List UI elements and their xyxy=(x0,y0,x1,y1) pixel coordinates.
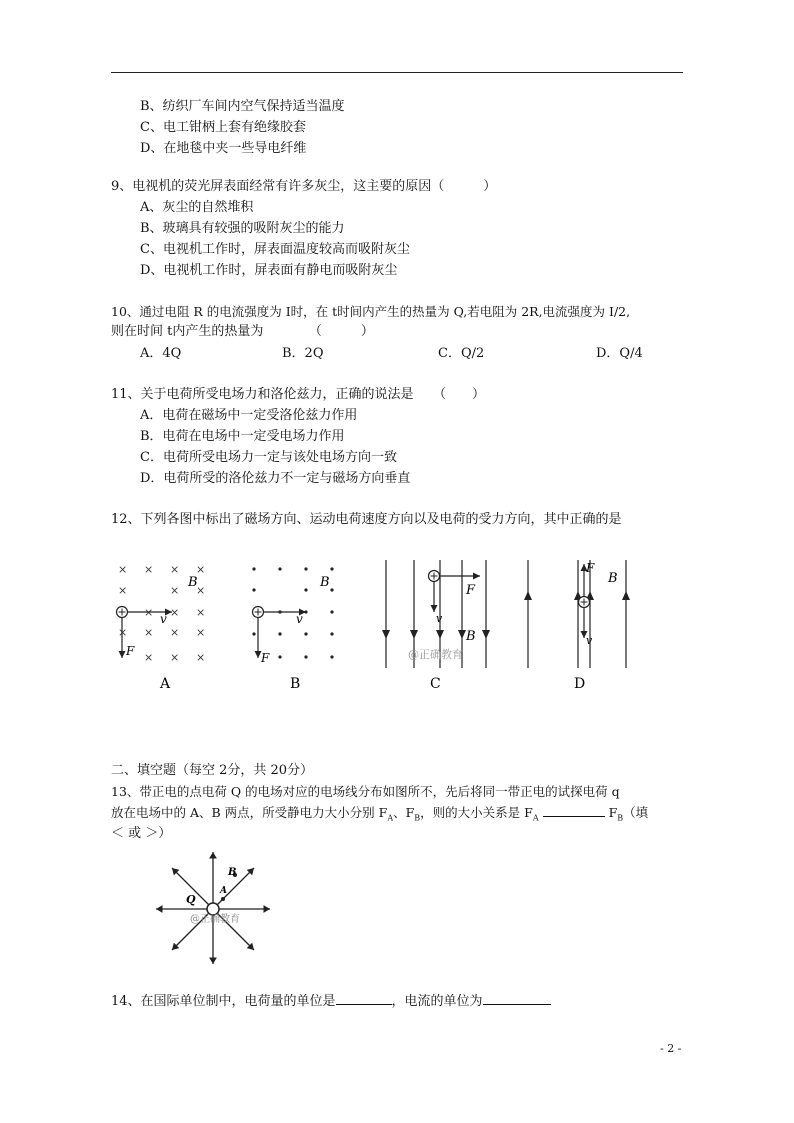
fig-d-f-label: F xyxy=(586,561,595,575)
q10-option-c: C．Q/2 xyxy=(438,346,485,361)
svg-text:×: × xyxy=(196,651,206,664)
svg-text:×: × xyxy=(118,626,128,639)
q10-option-b: B．2Q xyxy=(282,346,324,361)
q8-option-b: B、纺织厂车间内空气保持适当温度 xyxy=(140,99,345,114)
q13-watermark: @正确教育 xyxy=(190,914,240,925)
q9-option-b: B、玻璃具有较强的吸附灰尘的能力 xyxy=(140,221,345,236)
fig-a-v-label: v xyxy=(160,612,167,626)
page-number: - 2 - xyxy=(660,1042,682,1055)
fig-b-b-label: B xyxy=(320,575,330,590)
svg-text:×: × xyxy=(118,563,128,576)
q14-blank-charge-unit[interactable] xyxy=(336,992,392,1005)
q11-option-c: C．电荷所受电场力一定与该处电场方向一致 xyxy=(140,450,397,465)
fig-c-b-label: B xyxy=(466,629,476,644)
q11-option-b: B．电荷在电场中一定受电场力作用 xyxy=(140,429,345,444)
fig-a-b-label: B xyxy=(188,575,198,590)
fig-c-f-label: F xyxy=(466,583,476,598)
q11-stem: 11、关于电荷所受电场力和洛伦兹力，正确的说法是 （ ） xyxy=(111,387,486,402)
fig-b-caption: B xyxy=(290,676,301,692)
svg-text:×: × xyxy=(196,563,206,576)
svg-text:×: × xyxy=(196,584,206,597)
svg-text:×: × xyxy=(170,626,180,639)
q8-option-d: D、在地毯中夹一些导电纤维 xyxy=(140,141,307,156)
q10-stem-line1: 10、通过电阻 R 的电流强度为 I时，在 t时间内产生的热量为 Q,若电阻为 2R,电流强度为 I/2, xyxy=(111,304,631,319)
q10-option-d: D．Q/4 xyxy=(596,346,643,361)
q11-option-a: A．电荷在磁场中一定受洛伦兹力作用 xyxy=(140,408,358,423)
svg-text:×: × xyxy=(170,606,180,619)
svg-text:×: × xyxy=(170,563,180,576)
q14-text: 14、在国际单位制中，电荷量的单位是 ，电流的单位为 xyxy=(111,992,551,1011)
q9-option-c: C、电视机工作时，屏表面温度较高而吸附灰尘 xyxy=(140,242,410,257)
q10-option-a: A．4Q xyxy=(140,346,182,361)
fig-c-caption: C xyxy=(430,676,441,692)
fig-a-caption: A xyxy=(160,676,171,692)
svg-text:×: × xyxy=(170,651,180,664)
q10-stem-line2: 则在时间 t内产生的热量为 （ ） xyxy=(111,324,374,339)
svg-text:×: × xyxy=(144,563,154,576)
q13-answer-blank[interactable] xyxy=(543,804,605,817)
svg-text:×: × xyxy=(196,606,206,619)
charge-q-label: Q xyxy=(186,893,196,906)
q8-option-c: C、电工钳柄上套有绝缘胶套 xyxy=(140,120,306,135)
fig-d-caption: D xyxy=(574,676,586,692)
q13-stem-line1: 13、带正电的点电荷 Q 的电场对应的电场线分布如图所不，先后将同一带正电的试探电荷 q xyxy=(111,784,620,799)
q9-option-d: D、电视机工作时，屏表面有静电而吸附灰尘 xyxy=(140,263,398,278)
svg-text:×: × xyxy=(118,584,128,597)
point-a-label: A xyxy=(220,886,227,896)
q13-stem-line3: ＜ 或 ＞） xyxy=(111,826,172,841)
fig-b-v-label: v xyxy=(296,612,303,626)
header-rule xyxy=(111,72,683,73)
fig-c-v-label: v xyxy=(436,612,443,625)
svg-text:×: × xyxy=(144,606,154,619)
svg-text:×: × xyxy=(144,626,154,639)
q9-stem: 9、电视机的荧光屏表面经常有许多灰尘，这主要的原因（ ） xyxy=(111,179,497,194)
fig-d-v-label: v xyxy=(586,634,593,647)
svg-text:×: × xyxy=(196,626,206,639)
fig-b-f-label: F xyxy=(261,651,270,665)
point-b-label: B xyxy=(228,867,237,878)
q14-blank-current-unit[interactable] xyxy=(483,992,551,1005)
q13-stem-line2: 放在电场中的 A、B 两点，所受静电力大小分别 $F_A$、$F_B$，则的大小关系是 $F_A$ $F_B$（填 xyxy=(111,805,649,823)
q12-stem: 12、下列各图中标出了磁场方向、运动电荷速度方向以及电荷的受力方向，其中正确的是 xyxy=(111,512,622,527)
q12-figures xyxy=(100,550,660,700)
svg-text:×: × xyxy=(144,651,154,664)
svg-text:×: × xyxy=(170,584,180,597)
fig-c-watermark: @正确教育 xyxy=(408,648,463,661)
fig-d-b-label: B xyxy=(608,571,618,586)
fig-a-f-label: F xyxy=(126,644,135,658)
q9-option-a: A、灰尘的自然堆积 xyxy=(140,200,254,215)
section-2-title: 二、填空题（每空 2分，共 20分） xyxy=(111,763,314,778)
q11-option-d: D．电荷所受的洛伦兹力不一定与磁场方向垂直 xyxy=(140,471,411,486)
point-a xyxy=(221,897,225,901)
q13-field-diagram xyxy=(150,848,276,970)
